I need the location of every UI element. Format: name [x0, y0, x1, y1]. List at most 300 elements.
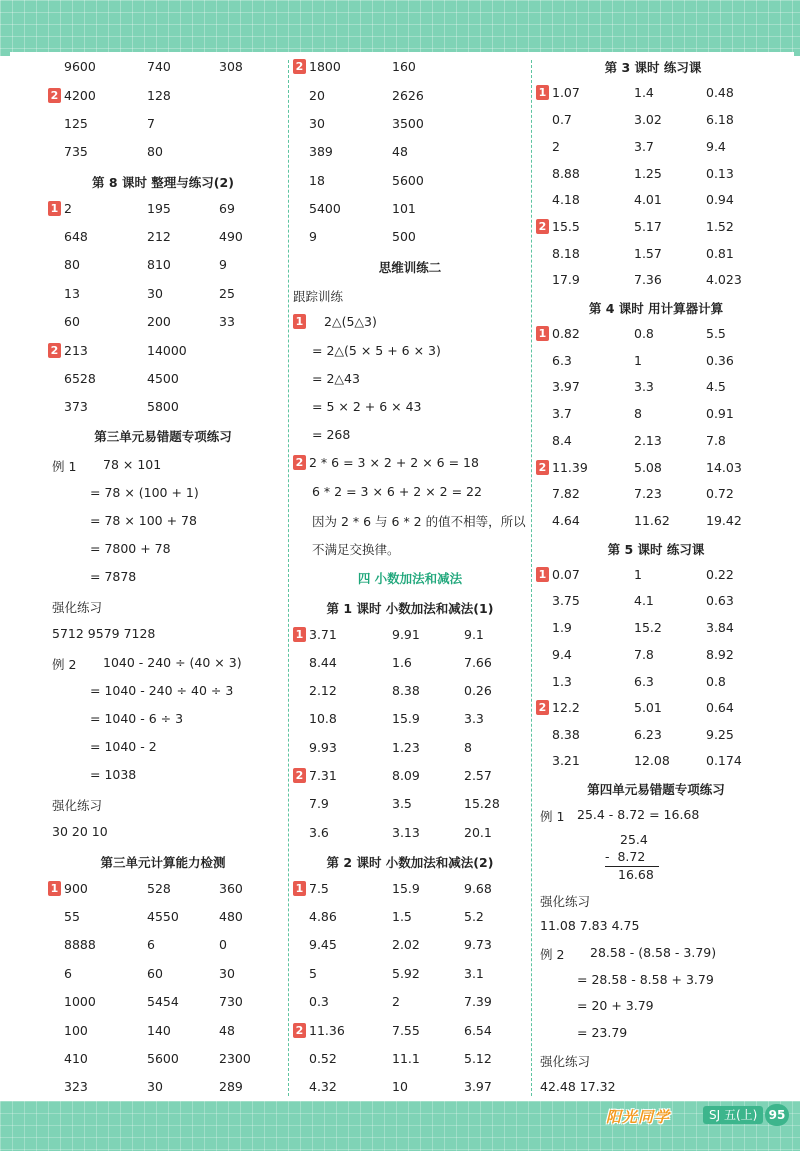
answer-value: 3.7	[552, 406, 572, 421]
answer-row	[309, 85, 529, 107]
answer-value: 5.17	[634, 219, 662, 234]
answer-value: 20.1	[464, 825, 492, 840]
answer-value: 19.42	[706, 513, 742, 528]
answer-value: 7.8	[634, 647, 654, 662]
answer-row	[64, 56, 284, 78]
answer-row	[309, 793, 529, 815]
answer-row	[309, 680, 529, 702]
answer-value: 8	[464, 740, 472, 755]
answer-value: 0.82	[552, 326, 580, 341]
top-decorative-band	[0, 0, 800, 56]
answer-value: 0.48	[706, 85, 734, 100]
answer-row	[552, 483, 782, 505]
answer-value: 10	[392, 1079, 408, 1094]
question-number-badge: 2	[293, 1023, 306, 1038]
equation-line: 28.58 - (8.58 - 3.79)	[590, 945, 717, 960]
answer-value: 80	[147, 144, 163, 159]
answer-value: 140	[147, 1023, 171, 1038]
answer-value: 4.01	[634, 192, 662, 207]
answer-value: 101	[392, 201, 416, 216]
question-number-badge: 1	[536, 85, 549, 100]
answer-value: 3.13	[392, 825, 420, 840]
answer-value: 15.2	[634, 620, 662, 635]
equation-line: 1040 - 240 ÷ (40 × 3)	[103, 655, 242, 670]
answer-value: 80	[64, 257, 80, 272]
answer-value: 30	[309, 116, 325, 131]
question-number-badge: 2	[48, 343, 61, 358]
answer-value: 2	[64, 201, 72, 216]
equation-line: = 1040 - 240 ÷ 40 ÷ 3	[90, 683, 234, 698]
equation-line: = 20 + 3.79	[577, 998, 654, 1013]
answer-value: 7.36	[634, 272, 662, 287]
answer-row	[309, 1076, 529, 1098]
answer-value: 3.3	[464, 711, 484, 726]
answer-value: 0.22	[706, 567, 734, 582]
practice-answers: 5712 9579 7128	[52, 626, 156, 641]
answer-value: 2300	[219, 1051, 251, 1066]
answer-value: 9.4	[552, 647, 572, 662]
question-number-badge: 1	[293, 314, 306, 329]
brand-logo: 阳光同学	[606, 1108, 671, 1126]
answer-row	[536, 457, 776, 479]
answer-row	[309, 226, 529, 248]
answer-value: 9.68	[464, 881, 492, 896]
answer-value: 8.92	[706, 647, 734, 662]
question-number-badge: 1	[48, 201, 61, 216]
vertical-calc-top: 25.4	[620, 832, 648, 847]
answer-value: 4.86	[309, 909, 337, 924]
answer-value: 648	[64, 229, 88, 244]
practice-label: 强化练习	[52, 600, 103, 615]
answer-row	[552, 376, 782, 398]
equation-line: 2 * 6 = 3 × 2 + 2 × 6 = 18	[309, 455, 479, 470]
answer-value: 9.91	[392, 627, 420, 642]
answer-row	[293, 311, 523, 333]
equation-line: = 23.79	[577, 1025, 628, 1040]
question-number-badge: 1	[48, 881, 61, 896]
answer-value: 0.91	[706, 406, 734, 421]
answer-value: 6.3	[634, 674, 654, 689]
answer-row	[552, 350, 782, 372]
answer-row	[293, 452, 527, 474]
section-heading: 第 2 课时 小数加法和减法(2)	[326, 855, 494, 870]
answer-value: 528	[147, 881, 171, 896]
answer-row	[64, 396, 284, 418]
answer-value: 9.1	[464, 627, 484, 642]
answer-value: 8.44	[309, 655, 337, 670]
answer-value: 12.08	[634, 753, 670, 768]
answer-value: 212	[147, 229, 171, 244]
answer-row	[309, 934, 529, 956]
answer-value: 3.75	[552, 593, 580, 608]
answer-row	[552, 269, 782, 291]
answer-value: 5.5	[706, 326, 726, 341]
answer-row	[309, 170, 529, 192]
answer-value: 1	[634, 567, 642, 582]
section-heading: 第 1 课时 小数加法和减法(1)	[326, 601, 494, 616]
answer-value: 0.72	[706, 486, 734, 501]
answer-row	[64, 368, 284, 390]
question-number-badge: 2	[293, 455, 306, 470]
answer-value: 15.9	[392, 881, 420, 896]
answer-value: 4.64	[552, 513, 580, 528]
answer-value: 13	[64, 286, 80, 301]
answer-value: 5.2	[464, 909, 484, 924]
answer-row	[309, 991, 529, 1013]
answer-value: 0.13	[706, 166, 734, 181]
answer-value: 3.84	[706, 620, 734, 635]
answer-value: 3.6	[309, 825, 329, 840]
answer-value: 8.38	[392, 683, 420, 698]
answer-row	[309, 1048, 529, 1070]
answer-row	[64, 963, 284, 985]
answer-row	[309, 113, 529, 135]
answer-value: 5600	[147, 1051, 179, 1066]
answer-value: 0.52	[309, 1051, 337, 1066]
answer-row	[536, 323, 776, 345]
equation-line: = 268	[312, 427, 351, 442]
equation-line: = 78 × 100 + 78	[90, 513, 197, 528]
answer-value: 4.023	[706, 272, 742, 287]
answer-value: 11.36	[309, 1023, 345, 1038]
answer-value: 3.3	[634, 379, 654, 394]
equation-line: = 7800 + 78	[90, 541, 171, 556]
answer-value: 3.71	[309, 627, 337, 642]
answer-value: 3.1	[464, 966, 484, 981]
equation-line: 2△(5△3)	[324, 314, 377, 329]
practice-answers: 30 20 10	[52, 824, 108, 839]
question-number-badge: 1	[536, 567, 549, 582]
answer-value: 1.07	[552, 85, 580, 100]
answer-value: 0.36	[706, 353, 734, 368]
answer-value: 3500	[392, 116, 424, 131]
column-divider-2	[531, 60, 532, 1096]
answer-value: 6.54	[464, 1023, 492, 1038]
equation-line: = 1038	[90, 767, 137, 782]
answer-value: 7.55	[392, 1023, 420, 1038]
answer-value: 6.23	[634, 727, 662, 742]
answer-value: 1000	[64, 994, 96, 1009]
answer-value: 9	[309, 229, 317, 244]
answer-row	[293, 624, 527, 646]
equation-line: = 78 × (100 + 1)	[90, 485, 199, 500]
answer-value: 8.4	[552, 433, 572, 448]
answer-row	[552, 671, 782, 693]
answer-value: 1.9	[552, 620, 572, 635]
example-label: 例 2	[540, 947, 565, 962]
question-number-badge: 1	[293, 881, 306, 896]
answer-value: 373	[64, 399, 88, 414]
question-number-badge: 2	[536, 460, 549, 475]
answer-value: 6528	[64, 371, 96, 386]
answer-row	[552, 724, 782, 746]
answer-value: 7.39	[464, 994, 492, 1009]
answer-row	[309, 963, 529, 985]
practice-label: 跟踪训练	[293, 289, 344, 304]
answer-value: 2.02	[392, 937, 420, 952]
answer-value: 6	[147, 937, 155, 952]
answer-value: 125	[64, 116, 88, 131]
answer-value: 5600	[392, 173, 424, 188]
answer-row	[552, 430, 782, 452]
answer-value: 30	[147, 286, 163, 301]
question-number-badge: 1	[293, 627, 306, 642]
section-heading: 第 5 课时 练习课	[607, 542, 705, 557]
section-heading: 第三单元易错题专项练习	[94, 429, 232, 444]
answer-row	[309, 198, 529, 220]
answer-value: 5.01	[634, 700, 662, 715]
edition-tag: SJ 五(上)	[703, 1106, 763, 1124]
answer-value: 0.63	[706, 593, 734, 608]
answer-value: 3.5	[392, 796, 412, 811]
answer-value: 1800	[309, 59, 341, 74]
practice-answers: 42.48 17.32	[540, 1079, 616, 1094]
answer-value: 48	[392, 144, 408, 159]
answer-row	[552, 750, 782, 772]
answer-value: 30	[147, 1079, 163, 1094]
section-heading: 第 4 课时 用计算器计算	[588, 301, 724, 316]
answer-value: 2.57	[464, 768, 492, 783]
answer-row	[64, 141, 284, 163]
question-number-badge: 2	[536, 700, 549, 715]
answer-row	[293, 56, 523, 78]
answer-value: 2.12	[309, 683, 337, 698]
answer-value: 0.8	[706, 674, 726, 689]
answer-value: 810	[147, 257, 171, 272]
answer-row	[48, 198, 278, 220]
answer-value: 213	[64, 343, 88, 358]
answer-value: 17.9	[552, 272, 580, 287]
answer-row	[64, 906, 284, 928]
vertical-calc-subtrahend: - 8.72	[605, 849, 646, 864]
answer-value: 25	[219, 286, 235, 301]
equation-line: = 28.58 - 8.58 + 3.79	[577, 972, 714, 987]
answer-value: 9.45	[309, 937, 337, 952]
answer-value: 2626	[392, 88, 424, 103]
answer-value: 160	[392, 59, 416, 74]
answer-value: 7.82	[552, 486, 580, 501]
answer-value: 9600	[64, 59, 96, 74]
answer-value: 1.5	[392, 909, 412, 924]
answer-value: 5	[309, 966, 317, 981]
answer-value: 0.7	[552, 112, 572, 127]
answer-value: 360	[219, 881, 243, 896]
answer-value: 4200	[64, 88, 96, 103]
explanation-text: 不满足交换律。	[312, 542, 400, 557]
answer-value: 15.9	[392, 711, 420, 726]
answer-value: 9.4	[706, 139, 726, 154]
answer-value: 8888	[64, 937, 96, 952]
equation-line: = 2△(5 × 5 + 6 × 3)	[312, 343, 441, 358]
answer-value: 14.03	[706, 460, 742, 475]
answer-value: 33	[219, 314, 235, 329]
answer-value: 60	[147, 966, 163, 981]
equation-line: = 5 × 2 + 6 × 43	[312, 399, 422, 414]
answer-value: 735	[64, 144, 88, 159]
answer-value: 1.52	[706, 219, 734, 234]
answer-row	[309, 652, 529, 674]
answer-row	[293, 878, 527, 900]
equation-line: 25.4 - 8.72 = 16.68	[577, 807, 700, 822]
answer-value: 500	[392, 229, 416, 244]
answer-value: 3.97	[464, 1079, 492, 1094]
answer-value: 15.28	[464, 796, 500, 811]
answer-value: 200	[147, 314, 171, 329]
answer-value: 11.39	[552, 460, 588, 475]
answer-value: 0.64	[706, 700, 734, 715]
equation-line: = 1040 - 2	[90, 739, 157, 754]
answer-value: 9.73	[464, 937, 492, 952]
answer-value: 2.13	[634, 433, 662, 448]
answer-row	[64, 1076, 284, 1098]
answer-row	[48, 340, 278, 362]
answer-value: 8	[634, 406, 642, 421]
answer-value: 730	[219, 994, 243, 1009]
answer-row	[64, 1048, 284, 1070]
answer-row	[309, 906, 529, 928]
answer-value: 389	[309, 144, 333, 159]
answer-value: 5400	[309, 201, 341, 216]
answer-value: 5454	[147, 994, 179, 1009]
answer-value: 490	[219, 229, 243, 244]
answer-value: 8.09	[392, 768, 420, 783]
answer-value: 740	[147, 59, 171, 74]
answer-value: 0	[219, 937, 227, 952]
answer-value: 1.6	[392, 655, 412, 670]
answer-value: 0.8	[634, 326, 654, 341]
answer-row	[293, 765, 527, 787]
answer-row	[536, 216, 776, 238]
vertical-calc-result: 16.68	[618, 867, 654, 882]
answer-value: 18	[309, 173, 325, 188]
equation-line: 6 * 2 = 3 × 6 + 2 × 2 = 22	[312, 484, 482, 499]
section-heading: 第 8 课时 整理与练习(2)	[92, 175, 234, 190]
equation-line: = 2△43	[312, 371, 360, 386]
question-number-badge: 2	[293, 768, 306, 783]
answer-value: 0.26	[464, 683, 492, 698]
answer-value: 4.1	[634, 593, 654, 608]
answer-value: 9.25	[706, 727, 734, 742]
answer-row	[552, 510, 782, 532]
answer-value: 4550	[147, 909, 179, 924]
answer-value: 1.23	[392, 740, 420, 755]
answer-value: 4500	[147, 371, 179, 386]
answer-row	[309, 708, 529, 730]
answer-value: 7.9	[309, 796, 329, 811]
answer-row	[64, 1020, 284, 1042]
answer-value: 323	[64, 1079, 88, 1094]
answer-value: 7.23	[634, 486, 662, 501]
answer-value: 14000	[147, 343, 187, 358]
answer-value: 11.1	[392, 1051, 420, 1066]
question-number-badge: 2	[293, 59, 306, 74]
answer-value: 6	[64, 966, 72, 981]
answer-value: 8.38	[552, 727, 580, 742]
answer-row	[552, 189, 782, 211]
bottom-decorative-band	[0, 1101, 800, 1151]
answer-row	[552, 163, 782, 185]
answer-value: 1.57	[634, 246, 662, 261]
answer-value: 7	[147, 116, 155, 131]
answer-row	[64, 254, 284, 276]
answer-value: 0.81	[706, 246, 734, 261]
page-number: 95	[765, 1104, 789, 1126]
answer-value: 128	[147, 88, 171, 103]
example-label: 例 1	[540, 809, 565, 824]
answer-row	[293, 1020, 527, 1042]
answer-row	[64, 311, 284, 333]
answer-row	[536, 564, 776, 586]
answer-value: 11.62	[634, 513, 670, 528]
explanation-text: 因为 2 * 6 与 6 * 2 的值不相等，所以	[312, 514, 526, 529]
answer-value: 9.93	[309, 740, 337, 755]
answer-value: 0.94	[706, 192, 734, 207]
answer-row	[48, 878, 278, 900]
answer-value: 900	[64, 881, 88, 896]
answer-value: 0.07	[552, 567, 580, 582]
answer-row	[64, 113, 284, 135]
answer-value: 9	[219, 257, 227, 272]
answer-row	[64, 226, 284, 248]
answer-value: 55	[64, 909, 80, 924]
answer-row	[309, 737, 529, 759]
section-heading: 第三单元计算能力检测	[100, 855, 226, 870]
answer-value: 6.18	[706, 112, 734, 127]
question-number-badge: 1	[536, 326, 549, 341]
section-heading: 第四单元易错题专项练习	[587, 782, 725, 797]
answer-value: 1.3	[552, 674, 572, 689]
answer-value: 1.4	[634, 85, 654, 100]
example-label: 例 1	[52, 459, 77, 474]
answer-value: 3.21	[552, 753, 580, 768]
answer-value: 3.02	[634, 112, 662, 127]
answer-value: 8.18	[552, 246, 580, 261]
answer-value: 1.25	[634, 166, 662, 181]
question-number-badge: 2	[48, 88, 61, 103]
answer-value: 4.5	[706, 379, 726, 394]
answer-value: 5.08	[634, 460, 662, 475]
question-number-badge: 2	[536, 219, 549, 234]
answer-row	[64, 283, 284, 305]
answer-value: 48	[219, 1023, 235, 1038]
answer-row	[552, 644, 782, 666]
answer-value: 2	[392, 994, 400, 1009]
practice-answers: 11.08 7.83 4.75	[540, 918, 640, 933]
unit-heading: 四 小数加法和减法	[357, 571, 463, 586]
answer-value: 7.5	[309, 881, 329, 896]
answer-value: 3.7	[634, 139, 654, 154]
example-label: 例 2	[52, 657, 77, 672]
answer-value: 4.32	[309, 1079, 337, 1094]
answer-row	[552, 109, 782, 131]
equation-line: = 7878	[90, 569, 137, 584]
equation-line: 78 × 101	[103, 457, 162, 472]
answer-value: 6.3	[552, 353, 572, 368]
answer-value: 7.31	[309, 768, 337, 783]
answer-value: 5.12	[464, 1051, 492, 1066]
answer-row	[552, 243, 782, 265]
answer-row	[552, 136, 782, 158]
answer-value: 12.2	[552, 700, 580, 715]
answer-value: 100	[64, 1023, 88, 1038]
answer-value: 0.174	[706, 753, 742, 768]
answer-row	[309, 141, 529, 163]
answer-row	[64, 991, 284, 1013]
answer-value: 7.8	[706, 433, 726, 448]
answer-value: 10.8	[309, 711, 337, 726]
answer-value: 4.18	[552, 192, 580, 207]
answer-value: 0.3	[309, 994, 329, 1009]
